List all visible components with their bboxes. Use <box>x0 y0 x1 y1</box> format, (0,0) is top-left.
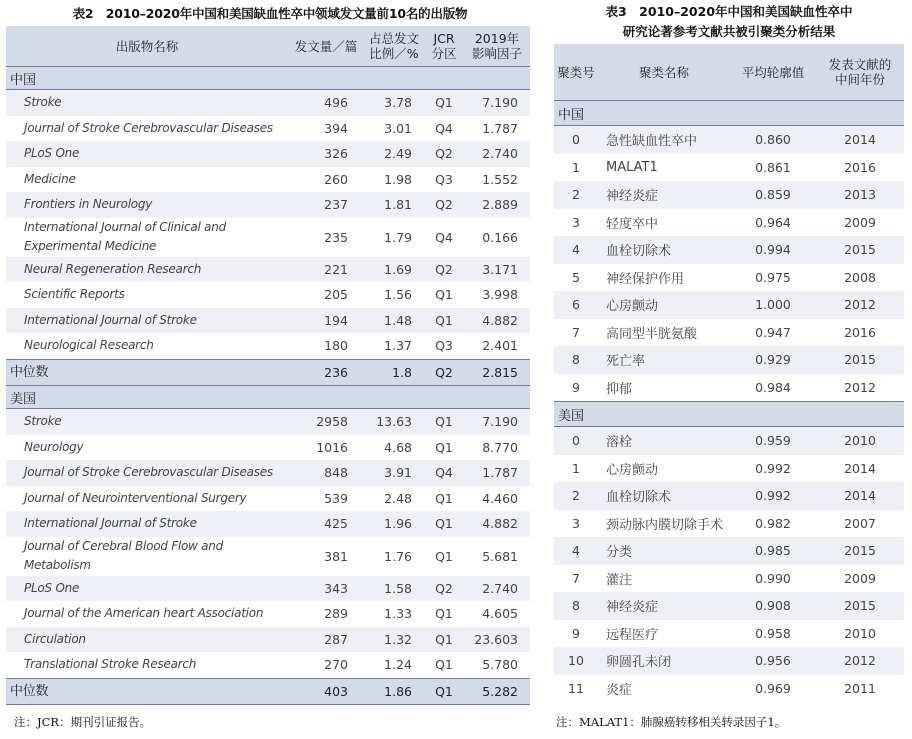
silhouette-value: 0.959 <box>730 427 816 455</box>
impact-factor: 4.882 <box>464 511 530 537</box>
table-row <box>554 455 904 483</box>
table2 <box>6 26 530 705</box>
median-count: 403 <box>288 678 364 705</box>
header-median-year <box>816 44 904 101</box>
median-year: 2008 <box>844 269 876 285</box>
impact-factor: 23.603 <box>464 627 530 653</box>
group-label: 美国 <box>554 402 904 427</box>
cluster-name: 高同型半胱氨酸 <box>606 326 698 342</box>
jcr-quartile: Q1 <box>435 490 453 506</box>
table-row <box>6 537 530 576</box>
jcr-quartile: Q1 <box>435 439 453 455</box>
median-year: 2007 <box>844 515 876 531</box>
jcr-quartile: Q1 <box>435 657 453 673</box>
cluster-id: 2 <box>554 181 598 209</box>
ratio-value: 3.01 <box>384 120 412 136</box>
impact-factor: 2.889 <box>464 192 530 218</box>
jcr-quartile: Q4 <box>435 229 453 245</box>
publication-name: Journal of Neurointerventional Surgery <box>24 490 247 505</box>
article-count: 270 <box>324 657 348 673</box>
table-row <box>6 141 530 167</box>
impact-factor: 1.787 <box>482 120 518 136</box>
group-label: 中国 <box>6 67 530 90</box>
median-year: 2012 <box>816 291 904 319</box>
group-row <box>554 402 904 427</box>
group-row <box>6 386 530 409</box>
median-year: 2011 <box>844 680 876 696</box>
header-ratio <box>364 26 424 67</box>
cluster-name: 炎症 <box>606 682 633 698</box>
ratio-value: 1.69 <box>364 257 424 283</box>
jcr-quartile: Q1 <box>424 511 464 537</box>
silhouette-value: 0.956 <box>730 647 816 675</box>
table-row <box>6 90 530 116</box>
cluster-name: 卵圆孔未闭 <box>598 647 730 675</box>
silhouette-value: 0.985 <box>730 537 816 565</box>
publication-name: International Journal of Stroke <box>6 308 288 334</box>
header-ratio-line1: 占总发文 <box>368 31 419 46</box>
silhouette-value: 0.947 <box>755 324 791 340</box>
table2-body <box>6 67 530 705</box>
table-row <box>6 511 530 537</box>
ratio-value: 1.58 <box>364 576 424 602</box>
table-row <box>6 308 530 334</box>
jcr-quartile: Q4 <box>435 120 453 136</box>
median-year: 2014 <box>816 126 904 154</box>
jcr-quartile: Q4 <box>424 460 464 486</box>
impact-factor: 1.552 <box>482 171 518 187</box>
cluster-name: 血栓切除术 <box>598 482 730 510</box>
cluster-name: 心房颤动 <box>598 291 730 319</box>
median-year: 2015 <box>816 592 904 620</box>
silhouette-value: 0.984 <box>755 379 791 395</box>
header-year-line1: 发表文献的 <box>828 57 892 72</box>
table-row <box>554 374 904 402</box>
table-row <box>6 627 530 653</box>
silhouette-value: 0.929 <box>730 346 816 374</box>
publication-name: Neural Regeneration Research <box>6 257 288 283</box>
header-ratio-line2: 比例／% <box>369 46 419 61</box>
article-count: 260 <box>324 171 348 187</box>
cluster-id: 10 <box>554 647 598 675</box>
table-row <box>6 167 530 193</box>
group-label: 美国 <box>6 386 530 409</box>
header-article-count: 发文量／篇 <box>288 26 364 67</box>
median-label: 中位数 <box>6 678 288 705</box>
median-ratio: 1.8 <box>364 359 424 386</box>
silhouette-value: 0.992 <box>730 482 816 510</box>
table-row <box>6 409 530 435</box>
publication-name: Stroke <box>6 409 288 435</box>
cluster-name: 溶栓 <box>598 427 730 455</box>
table-row <box>554 209 904 237</box>
ratio-value: 13.63 <box>364 409 424 435</box>
header-if-line1: 2019年 <box>474 31 520 46</box>
jcr-quartile: Q2 <box>424 257 464 283</box>
median-year: 2010 <box>844 625 876 641</box>
impact-factor: 8.770 <box>482 439 518 455</box>
silhouette-value: 0.861 <box>755 159 791 175</box>
publication-name: PLoS One <box>6 141 288 167</box>
median-jcr: Q2 <box>424 359 464 386</box>
publication-name: Neurology <box>24 439 84 454</box>
impact-factor: 4.605 <box>482 606 518 622</box>
table-row <box>554 154 904 182</box>
jcr-quartile: Q1 <box>435 287 453 303</box>
impact-factor: 5.780 <box>482 657 518 673</box>
article-count: 235 <box>324 229 348 245</box>
cluster-id: 2 <box>554 482 598 510</box>
jcr-quartile: Q1 <box>424 90 464 116</box>
impact-factor: 3.998 <box>482 287 518 303</box>
header-publication-name: 出版物名称 <box>6 26 288 67</box>
median-year: 2012 <box>816 647 904 675</box>
impact-factor: 7.190 <box>464 90 530 116</box>
cluster-id: 11 <box>568 680 584 696</box>
median-year: 2010 <box>816 427 904 455</box>
table-row <box>6 218 530 257</box>
silhouette-value: 0.975 <box>755 269 791 285</box>
publication-name: Translational Stroke Research <box>24 657 197 672</box>
publication-name: Journal of Stroke Cerebrovascular Diseases <box>6 460 288 486</box>
jcr-quartile: Q3 <box>435 171 453 187</box>
ratio-value: 1.79 <box>384 229 412 245</box>
jcr-quartile: Q1 <box>435 548 453 564</box>
table-row <box>554 346 904 374</box>
table3-panel <box>554 0 904 729</box>
impact-factor: 7.190 <box>464 409 530 435</box>
ratio-value: 1.32 <box>364 627 424 653</box>
cluster-name: MALAT1 <box>606 159 658 175</box>
table-row <box>6 257 530 283</box>
ratio-value: 3.91 <box>364 460 424 486</box>
ratio-value: 1.56 <box>384 287 412 303</box>
table-row <box>554 427 904 455</box>
cluster-id: 5 <box>572 269 580 285</box>
ratio-value: 1.98 <box>384 171 412 187</box>
cluster-id: 8 <box>554 346 598 374</box>
table3-title-line2: 研究论著参考文献共被引聚类分析结果 <box>622 24 836 39</box>
jcr-quartile: Q1 <box>424 308 464 334</box>
median-impact-factor: 5.282 <box>464 678 530 705</box>
impact-factor: 4.882 <box>464 308 530 334</box>
ratio-value: 4.68 <box>384 439 412 455</box>
cluster-name: 神经炎症 <box>598 181 730 209</box>
jcr-quartile: Q2 <box>424 192 464 218</box>
table2-panel <box>6 0 534 729</box>
table-row <box>554 126 904 154</box>
table2-title: 表2 2010–2020年中国和美国缺血性卒中领域发文量前10名的出版物 <box>72 6 468 21</box>
table-row <box>554 181 904 209</box>
table-row <box>6 333 530 359</box>
header-year-line2: 中间年份 <box>834 72 885 87</box>
table-row <box>554 482 904 510</box>
table-row <box>6 652 530 678</box>
table-row <box>6 282 530 308</box>
publication-name: Neurological Research <box>24 338 154 353</box>
median-ratio: 1.86 <box>364 678 424 705</box>
article-count: 1016 <box>316 439 348 455</box>
cluster-id: 0 <box>554 427 598 455</box>
cluster-name: 抑郁 <box>606 381 633 397</box>
table-row <box>554 647 904 675</box>
jcr-quartile: Q2 <box>424 141 464 167</box>
ratio-value: 1.48 <box>364 308 424 334</box>
silhouette-value: 0.964 <box>755 214 791 230</box>
article-count: 237 <box>288 192 364 218</box>
jcr-quartile: Q2 <box>424 576 464 602</box>
ratio-value: 2.48 <box>384 490 412 506</box>
publication-name: Medicine <box>24 171 76 186</box>
cluster-id: 6 <box>554 291 598 319</box>
median-label: 中位数 <box>6 359 288 386</box>
cluster-name: 血栓切除术 <box>598 236 730 264</box>
cluster-id: 1 <box>572 159 580 175</box>
article-count: 496 <box>288 90 364 116</box>
group-label: 中国 <box>554 101 904 126</box>
article-count: 394 <box>324 120 348 136</box>
cluster-name: 颈动脉内膜切除手术 <box>606 517 724 533</box>
median-jcr: Q1 <box>424 678 464 705</box>
cluster-name: 轻度卒中 <box>606 216 659 232</box>
cluster-name: 远程医疗 <box>606 627 659 643</box>
header-if-line2: 影响因子 <box>471 46 522 61</box>
median-year: 2014 <box>816 482 904 510</box>
table-row <box>554 620 904 648</box>
impact-factor: 1.787 <box>464 460 530 486</box>
median-year: 2014 <box>844 460 876 476</box>
article-count: 848 <box>288 460 364 486</box>
table3-body <box>554 101 904 703</box>
table3-note: 注：MALAT1：肺腺癌转移相关转录因子1。 <box>556 715 787 729</box>
article-count: 539 <box>324 490 348 506</box>
cluster-name: 急性缺血性卒中 <box>598 126 730 154</box>
ratio-value: 1.96 <box>364 511 424 537</box>
ratio-value: 1.76 <box>384 548 412 564</box>
table-row <box>6 486 530 512</box>
cluster-name: 神经炎症 <box>598 592 730 620</box>
table2-header-row <box>6 26 530 67</box>
table-row <box>554 264 904 292</box>
table-row <box>554 537 904 565</box>
article-count: 205 <box>324 287 348 303</box>
table3 <box>554 44 904 702</box>
article-count: 180 <box>324 338 348 354</box>
publication-name: Frontiers in Neurology <box>6 192 288 218</box>
jcr-quartile: Q1 <box>424 627 464 653</box>
table-row <box>554 592 904 620</box>
jcr-quartile: Q3 <box>435 338 453 354</box>
table-row <box>6 116 530 142</box>
median-year: 2015 <box>816 236 904 264</box>
group-row <box>6 67 530 90</box>
header-silhouette: 平均轮廓值 <box>730 44 816 101</box>
median-count: 236 <box>288 359 364 386</box>
cluster-id: 9 <box>572 379 580 395</box>
cluster-id: 8 <box>554 592 598 620</box>
median-year: 2009 <box>844 214 876 230</box>
cluster-id: 4 <box>554 236 598 264</box>
cluster-name: 心房颤动 <box>606 462 659 478</box>
cluster-id: 7 <box>572 324 580 340</box>
median-year: 2016 <box>844 159 876 175</box>
table3-title-line1: 表3 2010–2020年中国和美国缺血性卒中 <box>605 4 853 19</box>
table2-note: 注：JCR：期刊引证报告。 <box>14 715 152 729</box>
article-count: 2958 <box>288 409 364 435</box>
header-cluster-id: 聚类号 <box>554 44 598 101</box>
impact-factor: 5.681 <box>482 548 518 564</box>
group-row <box>554 101 904 126</box>
article-count: 287 <box>288 627 364 653</box>
silhouette-value: 0.908 <box>730 592 816 620</box>
table-row <box>6 460 530 486</box>
silhouette-value: 0.994 <box>730 236 816 264</box>
table-row <box>554 236 904 264</box>
cluster-id: 0 <box>554 126 598 154</box>
table3-title <box>554 0 904 44</box>
header-cluster-name: 聚类名称 <box>598 44 730 101</box>
article-count: 221 <box>288 257 364 283</box>
cluster-id: 3 <box>572 214 580 230</box>
article-count: 194 <box>288 308 364 334</box>
cluster-id: 4 <box>554 537 598 565</box>
header-jcr-line2: 分区 <box>431 46 457 61</box>
impact-factor: 2.740 <box>464 576 530 602</box>
impact-factor: 0.166 <box>482 229 518 245</box>
cluster-id: 7 <box>572 570 580 586</box>
ratio-value: 1.37 <box>384 338 412 354</box>
median-year: 2009 <box>844 570 876 586</box>
publication-name: Stroke <box>6 90 288 116</box>
median-year: 2016 <box>844 324 876 340</box>
ratio-value: 1.24 <box>384 657 412 673</box>
article-count: 289 <box>324 606 348 622</box>
ratio-value: 1.81 <box>364 192 424 218</box>
impact-factor: 4.460 <box>482 490 518 506</box>
publication-name: Journal of the American heart Association <box>24 606 264 621</box>
silhouette-value: 0.860 <box>730 126 816 154</box>
median-year: 2015 <box>816 537 904 565</box>
publication-name: Journal of Cerebral Blood Flow and Metabolism <box>24 539 224 572</box>
article-count: 381 <box>324 548 348 564</box>
table-row <box>6 435 530 461</box>
publication-name: Circulation <box>6 627 288 653</box>
table-row <box>6 576 530 602</box>
table-row <box>554 291 904 319</box>
jcr-quartile: Q1 <box>424 409 464 435</box>
table-row <box>554 510 904 538</box>
cluster-name: 灌注 <box>606 572 633 588</box>
silhouette-value: 1.000 <box>730 291 816 319</box>
header-impact-factor <box>464 26 530 67</box>
cluster-id: 1 <box>572 460 580 476</box>
impact-factor: 2.401 <box>482 338 518 354</box>
jcr-quartile: Q1 <box>435 606 453 622</box>
cluster-name: 死亡率 <box>598 346 730 374</box>
table-row <box>554 319 904 347</box>
cluster-name: 神经保护作用 <box>606 271 685 287</box>
median-row <box>6 359 530 386</box>
article-count: 343 <box>288 576 364 602</box>
silhouette-value: 0.982 <box>755 515 791 531</box>
silhouette-value: 0.859 <box>730 181 816 209</box>
cluster-id: 3 <box>572 515 580 531</box>
silhouette-value: 0.958 <box>755 625 791 641</box>
silhouette-value: 0.990 <box>755 570 791 586</box>
median-impact-factor: 2.815 <box>464 359 530 386</box>
publication-name: PLoS One <box>6 576 288 602</box>
ratio-value: 3.78 <box>364 90 424 116</box>
median-year: 2015 <box>816 346 904 374</box>
table-row <box>554 675 904 703</box>
publication-name: International Journal of Clinical and Experimental Medicine <box>24 220 226 253</box>
table-row <box>554 565 904 593</box>
header-jcr-line1: JCR <box>433 31 455 46</box>
table-row <box>6 192 530 218</box>
publication-name: International Journal of Stroke <box>6 511 288 537</box>
article-count: 326 <box>288 141 364 167</box>
ratio-value: 2.49 <box>364 141 424 167</box>
table3-header-row <box>554 44 904 101</box>
ratio-value: 1.33 <box>384 606 412 622</box>
median-row <box>6 678 530 705</box>
article-count: 425 <box>288 511 364 537</box>
silhouette-value: 0.992 <box>755 460 791 476</box>
cluster-name: 分类 <box>598 537 730 565</box>
median-year: 2013 <box>816 181 904 209</box>
silhouette-value: 0.969 <box>755 680 791 696</box>
publication-name: Journal of Stroke Cerebrovascular Diseases <box>24 120 273 135</box>
publication-name: Scientific Reports <box>24 287 125 302</box>
cluster-id: 9 <box>572 625 580 641</box>
median-year: 2012 <box>844 379 876 395</box>
impact-factor: 3.171 <box>464 257 530 283</box>
impact-factor: 2.740 <box>464 141 530 167</box>
header-jcr <box>424 26 464 67</box>
table-row <box>6 601 530 627</box>
